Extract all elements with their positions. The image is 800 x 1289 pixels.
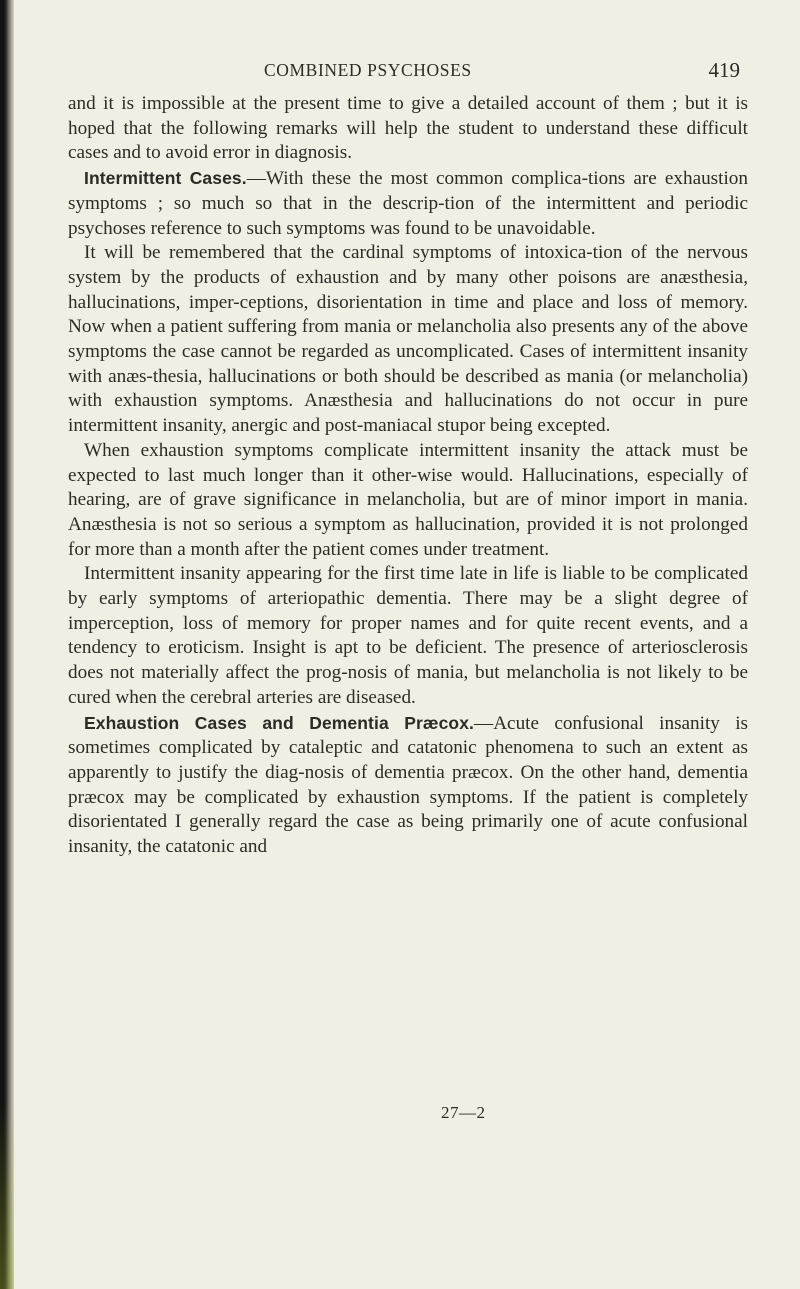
page-number: 419 <box>708 58 740 82</box>
paragraph <box>68 92 748 166</box>
section-heading: Exhaustion Cases and Dementia Præcox. <box>84 712 475 733</box>
paragraph-text: and it is impossible at the present time to give a detailed account of them ; but it is hoped that the following remarks will help the student to understand these difficult cases and to avoid error in diagnosis. <box>68 93 748 164</box>
paragraph <box>68 241 748 439</box>
paragraph-text: —With these the most common complica-tions are exhaustion symptoms ; so much so that in the descrip-tion of the intermittent and periodic psychoses reference to such symptoms was found to be unavoidable. <box>68 168 748 239</box>
paragraph-text: It will be remembered that the cardinal symptoms of intoxica-tion of the nervous system by the products of exhaustion and by many other poisons are anæsthesia, hallucinations, imper-ceptions, disorientation in time and place and loss of memory. Now when a patient suffering from mania or melancholia also presents any of the above symptoms the case cannot be regarded as uncomplicated. Cases of intermittent insanity with anæs-thesia, hallucinations or both should be described as mania (or melancholia) with exhaustion symptoms. Anæsthesia and hallucinations do not occur in pure intermittent insanity, anergic and post-maniacal stupor being excepted. <box>68 242 748 437</box>
gutter-stain <box>0 1100 14 1289</box>
paragraph-text: When exhaustion symptoms complicate intermittent insanity the attack must be expected to last much longer than it other-wise would. Hallucinations, especially of hearing, are of grave significance in melancholia, but are of minor import in mania. Anæsthesia is not so serious a symptom as hallucination, provided it is not prolonged for more than a month after the patient comes under treatment. <box>68 439 748 560</box>
paragraph <box>68 562 748 710</box>
body-text <box>68 92 748 860</box>
paragraph-text: —Acute confusional insanity is sometimes complicated by cataleptic and catatonic phenomena to such an extent as apparently to justify the diag-nosis of dementia præcox. On the other hand, dementia præcox may be complicated by exhaustion symptoms. If the patient is completely disorientated I generally regard the case as being primarily one of acute confusional insanity, the catatonic and <box>68 712 749 858</box>
section-heading: Intermittent Cases. <box>84 168 247 189</box>
book-page <box>68 56 748 860</box>
running-head: COMBINED PSYCHOSES <box>264 60 472 80</box>
paragraph <box>68 439 748 563</box>
paragraph-text: Intermittent insanity appearing for the first time late in life is liable to be complicated by early symptoms of arteriopathic dementia. There may be a slight degree of imperception, loss of memory for proper names and for quite recent events, and a tendency to eroticism. Insight is apt to be deficient. The presence of arteriosclerosis does not materially affect the prog-nosis of mania, but melancholia is not likely to be cured when the cerebral arteries are diseased. <box>68 563 748 708</box>
printer-signature: 27—2 <box>441 1103 486 1122</box>
page-header <box>68 56 748 92</box>
paragraph <box>68 166 748 241</box>
paragraph <box>68 711 748 860</box>
book-gutter-shadow <box>0 0 14 1289</box>
